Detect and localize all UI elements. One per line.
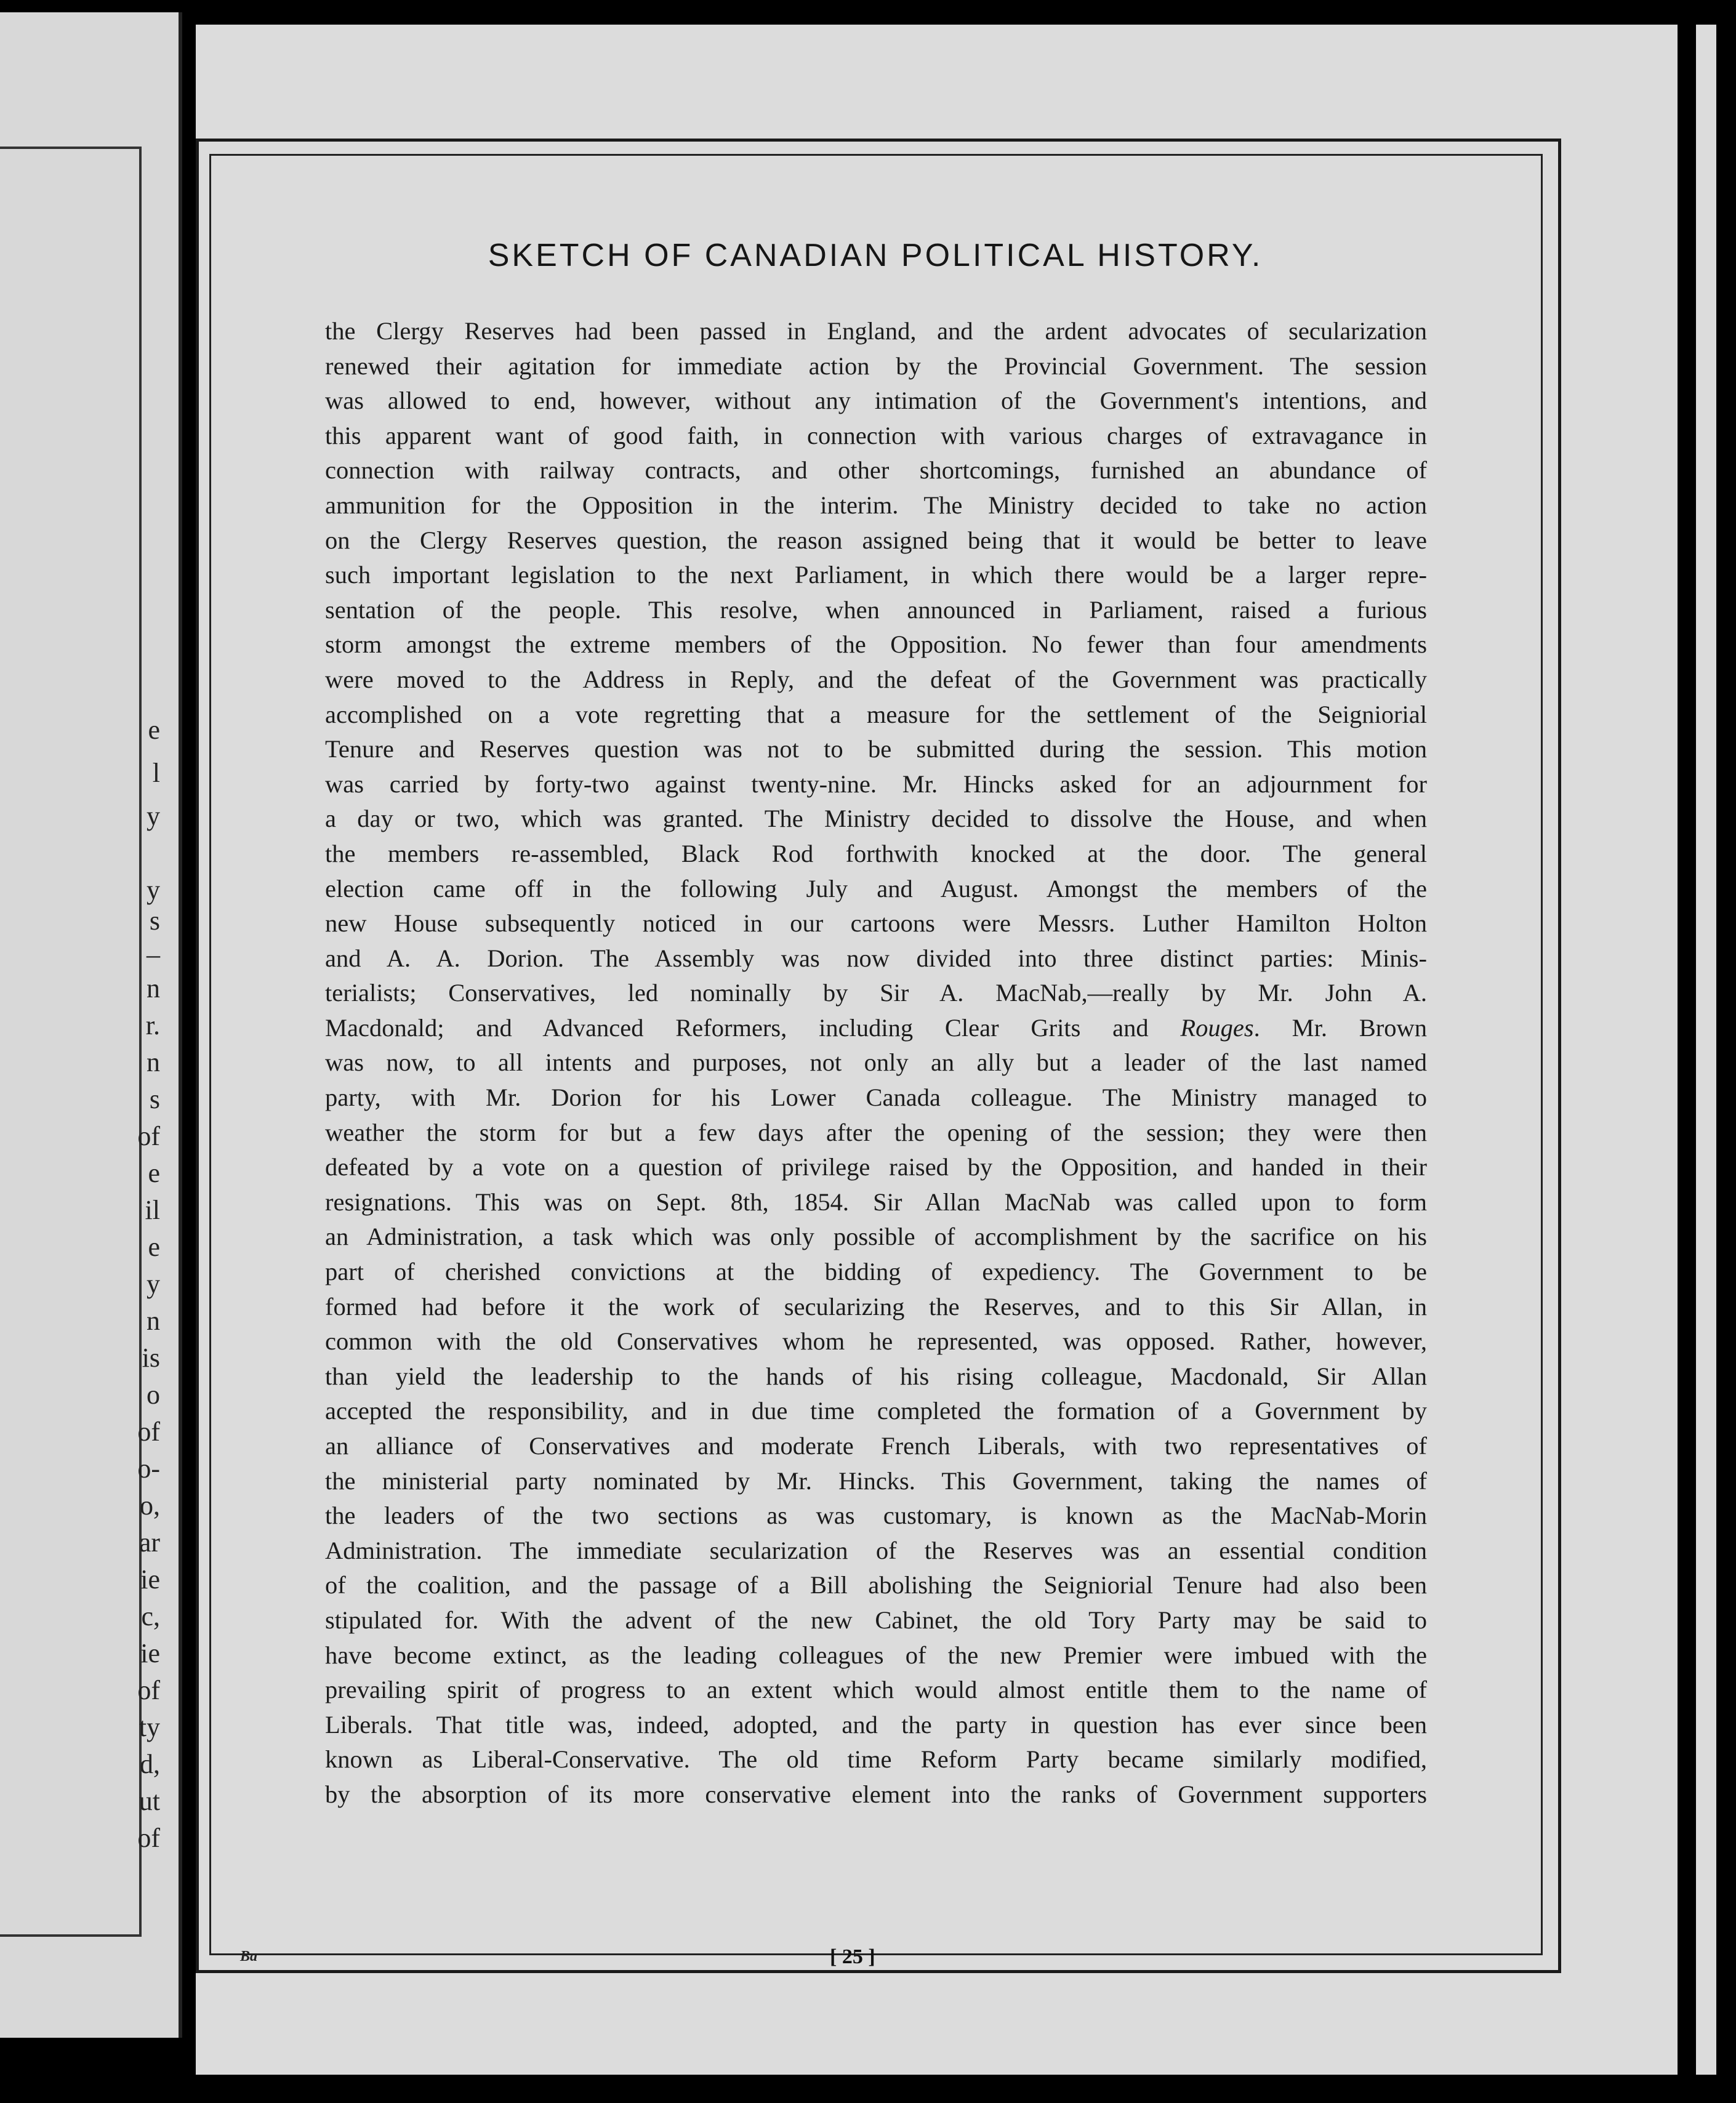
text-line: were moved to the Address in Reply, and the defeat of the Government was practically bbox=[325, 665, 1427, 693]
text-line: Administration. The immediate secularization of the Reserves was an essential condition bbox=[325, 1536, 1427, 1564]
facing-page-fragment: n bbox=[147, 1306, 160, 1336]
text-line: and A. A. Dorion. The Assembly was now divided into three distinct parties: Minis- bbox=[325, 944, 1427, 972]
text-line: formed had before it the work of secularizing the Reserves, and to this Sir Allan, in bbox=[325, 1292, 1427, 1321]
text-line: accepted the responsibility, and in due time completed the formation of a Government by bbox=[325, 1397, 1427, 1425]
text-line: party, with Mr. Dorion for his Lower Canada colleague. The Ministry managed to bbox=[325, 1084, 1427, 1112]
text-line: was allowed to end, however, without any intimation of the Government's intentions, and bbox=[325, 387, 1427, 415]
text-line: an Administration, a task which was only possible of accomplishment by the sacrifice on his bbox=[325, 1223, 1427, 1251]
facing-page-fragment: is bbox=[142, 1343, 160, 1373]
text-line: was carried by forty-two against twenty-nine. Mr. Hincks asked for an adjournment for bbox=[325, 770, 1427, 798]
facing-page-fragment: e bbox=[148, 1232, 160, 1262]
text-line: a day or two, which was granted. The Ministry decided to dissolve the House, and when bbox=[325, 805, 1427, 833]
text-line: this apparent want of good faith, in connection with various charges of extravagance in bbox=[325, 421, 1427, 449]
facing-page-fragment: of bbox=[137, 1675, 160, 1705]
text-line: the members re-assembled, Black Rod forthwith knocked at the door. The general bbox=[325, 839, 1427, 867]
text-line: stipulated for. With the advent of the new Cabinet, the old Tory Party may be said to bbox=[325, 1606, 1427, 1634]
text-line: of the coalition, and the passage of a Bill abolishing the Seigniorial Tenure had also been bbox=[325, 1571, 1427, 1599]
facing-page-fragment: n bbox=[147, 1047, 160, 1077]
text-line: was now, to all intents and purposes, not only an ally but a leader of the last named bbox=[325, 1048, 1427, 1077]
facing-page-fragment: o- bbox=[137, 1454, 160, 1484]
text-line: known as Liberal-Conservative. The old time Reform Party became similarly modified, bbox=[325, 1745, 1427, 1774]
facing-page-fragment: o, bbox=[140, 1490, 160, 1521]
text-line: by the absorption of its more conservative element into the ranks of Government supporters bbox=[325, 1780, 1427, 1808]
facing-page-fragment: r. bbox=[145, 1010, 160, 1040]
text-line: connection with railway contracts, and other shortcomings, furnished an abundance of bbox=[325, 456, 1427, 485]
facing-page-fragment: il bbox=[145, 1195, 160, 1225]
document-page bbox=[196, 25, 1716, 2075]
facing-page-edge bbox=[0, 12, 182, 2038]
text-line: election came off in the following July and August. Amongst the members of the bbox=[325, 874, 1427, 903]
text-line: Liberals. That title was, indeed, adopted, and the party in question has ever since been bbox=[325, 1710, 1427, 1739]
text-line: the ministerial party nominated by Mr. Hincks. This Government, taking the names of bbox=[325, 1466, 1427, 1495]
text-line: Tenure and Reserves question was not to be submitted during the session. This motion bbox=[325, 735, 1427, 763]
text-line: the leaders of the two sections as was customary, is known as the MacNab-Morin bbox=[325, 1502, 1427, 1530]
facing-page-fragment: l bbox=[152, 758, 160, 788]
text-line: accomplished on a vote regretting that a measure for the settlement of the Seigniorial bbox=[325, 700, 1427, 728]
page-title: SKETCH OF CANADIAN POLITICAL HISTORY. bbox=[488, 238, 1263, 273]
scan-edge bbox=[1678, 0, 1696, 2103]
signature-mark: Ba bbox=[240, 1948, 258, 1964]
facing-page-fragment: ie bbox=[140, 1638, 160, 1668]
text-line: sentation of the people. This resolve, when announced in Parliament, raised a furious bbox=[325, 595, 1427, 624]
text-line: weather the storm for but a few days after the opening of the session; they were then bbox=[325, 1118, 1427, 1146]
text-line: such important legislation to the next Parliament, in which there would be a larger repre- bbox=[325, 561, 1427, 589]
facing-page-fragment: y bbox=[147, 801, 160, 831]
facing-page-frame bbox=[0, 147, 142, 1937]
text-line: resignations. This was on Sept. 8th, 1854. Sir Allan MacNab was called upon to form bbox=[325, 1188, 1427, 1216]
facing-page-fragment: of bbox=[137, 1121, 160, 1151]
facing-page-fragment: y bbox=[147, 1269, 160, 1299]
body-text bbox=[325, 314, 1427, 1812]
facing-page-fragment: – bbox=[147, 939, 160, 970]
page-number: [ 25 ] bbox=[830, 1945, 875, 1968]
text-line: prevailing spirit of progress to an extent which would almost entitle them to the name of bbox=[325, 1676, 1427, 1704]
text-line: part of cherished convictions at the bidding of expediency. The Government to be bbox=[325, 1258, 1427, 1286]
text-line: defeated by a vote on a question of privilege raised by the Opposition, and handed in their bbox=[325, 1153, 1427, 1181]
facing-page-fragment: y bbox=[147, 875, 160, 905]
text-line: than yield the leadership to the hands of his rising colleague, Macdonald, Sir Allan bbox=[325, 1362, 1427, 1390]
text-line: terialists; Conservatives, led nominally by Sir A. MacNab,—really by Mr. John A. bbox=[325, 979, 1427, 1007]
text-line: have become extinct, as the leading colleagues of the new Premier were imbued with the bbox=[325, 1641, 1427, 1669]
facing-page-fragment: s bbox=[149, 906, 160, 936]
facing-page-fragment: ut bbox=[139, 1786, 160, 1816]
facing-page-fragment: e bbox=[148, 715, 160, 745]
facing-page-fragment: c, bbox=[141, 1601, 160, 1631]
text-line: the Clergy Reserves had been passed in England, and the ardent advocates of secularization bbox=[325, 317, 1427, 345]
facing-page-fragment: ar bbox=[139, 1527, 160, 1558]
text-line: ammunition for the Opposition in the interim. The Ministry decided to take no action bbox=[325, 491, 1427, 519]
facing-page-fragment: o bbox=[147, 1380, 160, 1410]
facing-page-fragment: of bbox=[137, 1823, 160, 1853]
facing-page-fragment: d, bbox=[140, 1749, 160, 1779]
facing-page-fragment: s bbox=[149, 1084, 160, 1114]
text-line: an alliance of Conservatives and moderate French Liberals, with two representatives of bbox=[325, 1432, 1427, 1460]
text-line: new House subsequently noticed in our cartoons were Messrs. Luther Hamilton Holton bbox=[325, 909, 1427, 938]
text-line: Macdonald; and Advanced Reformers, including Clear Grits and Rouges. Mr. Brown bbox=[325, 1013, 1427, 1042]
facing-page-fragment: ty bbox=[139, 1712, 160, 1742]
text-line: storm amongst the extreme members of the Opposition. No fewer than four amendments bbox=[325, 630, 1427, 659]
text-line: common with the old Conservatives whom he represented, was opposed. Rather, however, bbox=[325, 1327, 1427, 1356]
facing-page-fragment: ie bbox=[140, 1564, 160, 1594]
facing-page-fragment: n bbox=[147, 973, 160, 1003]
facing-page-fragment: e bbox=[148, 1158, 160, 1188]
facing-page-fragment: of bbox=[137, 1417, 160, 1447]
text-line: on the Clergy Reserves question, the reason assigned being that it would be better to leave bbox=[325, 526, 1427, 554]
text-line: renewed their agitation for immediate action by the Provincial Government. The session bbox=[325, 352, 1427, 380]
